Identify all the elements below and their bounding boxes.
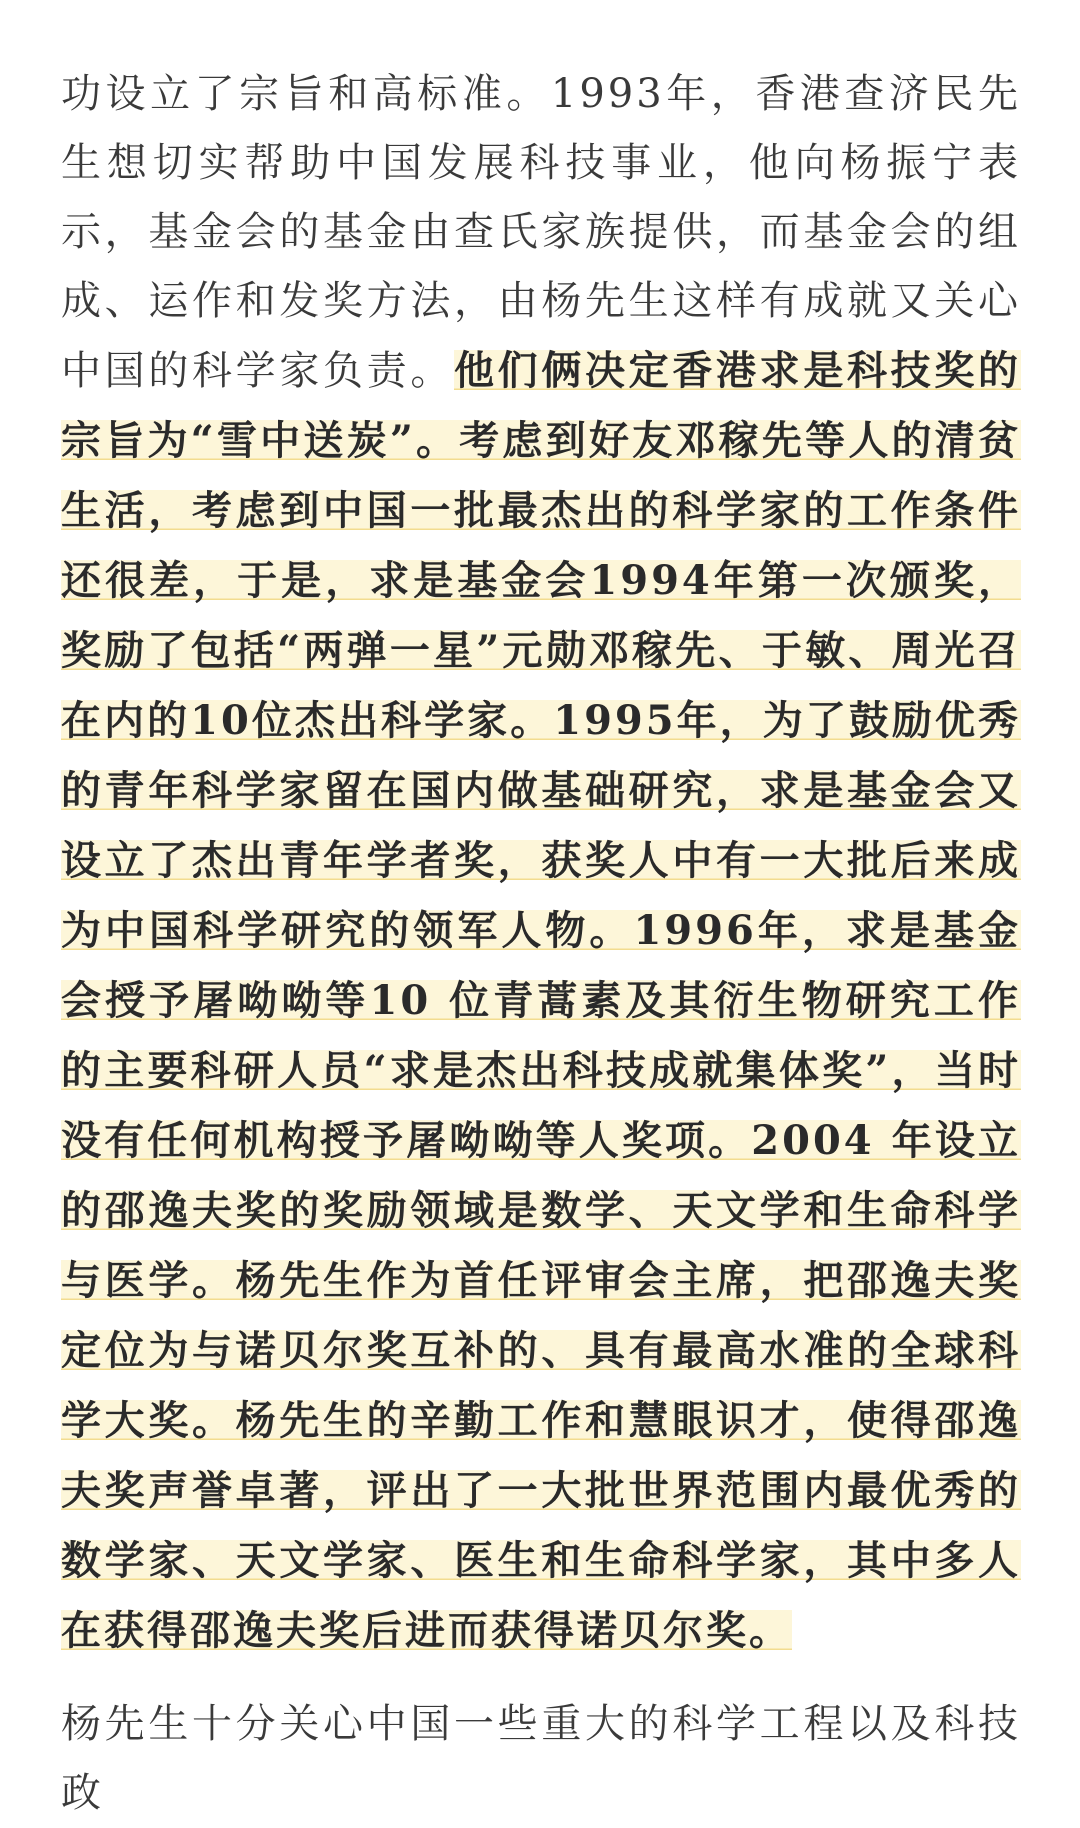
paragraph-1-lead: 功设立了宗旨和高标准。1993年，香港查济民先生想切实帮助中国发展科技事业，他向杨振宁表示，基金会的基金由查氏家族提供，而基金会的组成、运作和发奖方法，由杨先生这样有成就又关心中国的科学家负责。: [61, 71, 1021, 394]
highlighted-passage[interactable]: 他们俩决定香港求是科技奖的宗旨为“雪中送炭”。考虑到好友邓稼先等人的清贫生活，考虑到中国一批最杰出的科学家的工作条件还很差，于是，求是基金会1994年第一次颁奖，奖励了包括“两弹一星”元勋邓稼先、于敏、周光召在内的10位杰出科学家。1995年，为了鼓励优秀的青年科学家留在国内做基础研究，求是基金会又设立了杰出青年学者奖，获奖人中有一大批后来成为中国科学研究的领军人物。1996年，求是基金会授予屠呦呦等10 位青蒿素及其衍生物研究工作的主要科研人员“求是杰出科技成就集体奖”，当时没有任何机构授予屠呦呦等人奖项。2004 年设立的邵逸夫奖的奖励领域是数学、天文学和生命科学与医学。杨先生作为首任评审会主席，把邵逸夫奖定位为与诺贝尔奖互补的、具有最高水准的全球科学大奖。杨先生的辛勤工作和慧眼识才，使得邵逸夫奖声誉卓著，评出了一大批世界范围内最优秀的数学家、天文学家、医生和生命科学家，其中多人在获得邵逸夫奖后进而获得诺贝尔奖。: [61, 347, 1021, 1654]
paragraph-1: [61, 60, 1021, 1666]
paragraph-2: [61, 1690, 1021, 1828]
article-body: [61, 60, 1021, 1828]
paragraph-2-text: 杨先生十分关心中国一些重大的科学工程以及科技政: [61, 1701, 1021, 1816]
